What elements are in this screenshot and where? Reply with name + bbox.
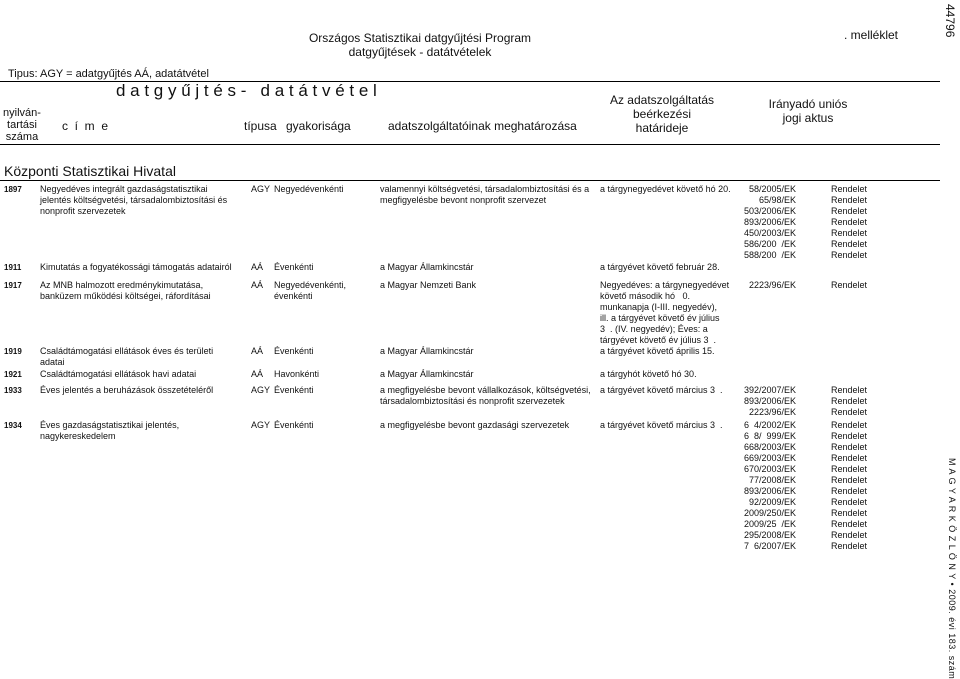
- provider-line: a Magyar Államkincstár: [380, 346, 474, 356]
- melleklet-label: . melléklet: [844, 28, 899, 42]
- col-cime: c í m e: [62, 119, 109, 133]
- deadline-line: a tárgyévet követő április 15.: [600, 346, 715, 356]
- section-title: Központi Statisztikai Hivatal: [4, 163, 176, 179]
- freq-line: Évenkénti: [274, 420, 314, 430]
- big-heading: d a t g y ű j t é s - d a t á t v é t e l: [116, 81, 377, 100]
- tipus-label: Tipus:: [8, 68, 38, 80]
- row-frequency: [274, 369, 319, 380]
- title-line: jelentés költségvetési, társadalombiztosítási és: [40, 195, 228, 205]
- row-number: 1934: [4, 421, 22, 430]
- row-type: AÁ: [251, 262, 264, 272]
- deadline-line: a tárgyévet követő február 28.: [600, 262, 720, 272]
- acts-line: 92/2009/EK: [748, 497, 796, 507]
- row-type: AÁ: [251, 280, 264, 290]
- row-frequency: [274, 420, 314, 431]
- row-deadline: [600, 346, 715, 357]
- kinds-line: Rendelet: [831, 228, 868, 238]
- acts-line: 6 8/ 999/EK: [743, 431, 796, 441]
- row-provider: [380, 385, 591, 407]
- row-title: [40, 420, 179, 442]
- title-line: Éves gazdaságstatisztikai jelentés,: [40, 420, 180, 430]
- title-line: Negyedéves integrált gazdaságstatisztikai: [40, 184, 208, 194]
- title-line: Családtámogatási ellátások havi adatai: [40, 369, 197, 379]
- row-legal-acts: [706, 184, 796, 261]
- row-deadline: [600, 385, 723, 396]
- col-hatarido: Az adatszolgáltatás beérkezési határideje: [609, 93, 715, 135]
- row-frequency: [274, 262, 314, 273]
- kinds-line: Rendelet: [831, 250, 868, 260]
- acts-line: 2009/25 /EK: [743, 519, 796, 529]
- deadline-line: a tárgyévet követő március 3 .: [600, 420, 723, 430]
- col-iranyado: Irányadó uniós jogi aktus: [768, 97, 848, 125]
- kinds-line: Rendelet: [831, 206, 868, 216]
- col-nyilvantartasi: nyilván- tartási száma: [3, 107, 41, 143]
- row-legal-acts: [706, 280, 796, 291]
- row-provider: [380, 420, 569, 431]
- title-line: Éves jelentés a beruházások összetételéről: [40, 385, 214, 395]
- provider-line: a Magyar Államkincstár: [380, 262, 474, 272]
- acts-line: 503/2006/EK: [743, 206, 796, 216]
- row-legal-kinds: [831, 420, 867, 552]
- kinds-line: Rendelet: [831, 497, 868, 507]
- acts-line: 588/200 /EK: [743, 250, 796, 260]
- kinds-line: Rendelet: [831, 453, 868, 463]
- acts-line: 7 6/2007/EK: [743, 541, 796, 551]
- freq-line: Havonkénti: [274, 369, 320, 379]
- kinds-line: Rendelet: [831, 280, 868, 290]
- row-provider: [380, 184, 589, 206]
- freq-line: Évenkénti: [274, 346, 314, 356]
- title-line: nagykereskedelem: [40, 431, 116, 441]
- acts-line: 65/98/EK: [758, 195, 796, 205]
- row-number: 1919: [4, 347, 22, 356]
- row-number: 1897: [4, 185, 22, 194]
- provider-line: megfigyelésbe bevont nonprofit szervezet: [380, 195, 547, 205]
- acts-line: 668/2003/EK: [743, 442, 796, 452]
- deadline-line: a tárgyhót követő hó 30.: [600, 369, 697, 379]
- row-title: [40, 346, 213, 368]
- title-line: banküzem működési költségei, ráfordításai: [40, 291, 211, 301]
- title-line: Kimutatás a fogyatékossági támogatás adatairól: [40, 262, 232, 272]
- kinds-line: Rendelet: [831, 195, 868, 205]
- program-title-line1: Országos Statisztikai datgyűjtési Program: [308, 31, 532, 45]
- provider-line: valamennyi költségvetési, társadalombiztosítási és a: [380, 184, 590, 194]
- freq-line: Negyedévenkénti,: [274, 280, 347, 290]
- acts-line: 2009/250/EK: [743, 508, 796, 518]
- acts-line: 6 4/2002/EK: [743, 420, 796, 430]
- row-legal-acts: [706, 420, 796, 552]
- acts-line: 392/2007/EK: [743, 385, 796, 395]
- acts-line: 893/2006/EK: [743, 217, 796, 227]
- row-title: [40, 385, 213, 396]
- page-number: 44796: [943, 4, 957, 38]
- deadline-line: tárgyévet követő év július 3 .: [600, 335, 717, 345]
- row-number: 1917: [4, 281, 22, 290]
- row-type: AGY: [251, 420, 271, 430]
- kinds-line: Rendelet: [831, 541, 868, 551]
- deadline-line: Negyedéves: a tárgynegyedévet: [600, 280, 730, 290]
- acts-line: 893/2006/EK: [743, 486, 796, 496]
- row-provider: [380, 346, 474, 357]
- col-gyakorisaga: gyakorisága: [286, 119, 351, 133]
- deadline-line: a tárgyévet követő március 3 .: [600, 385, 723, 395]
- row-legal-kinds: [831, 280, 867, 291]
- title-line: adatai: [40, 357, 65, 367]
- divider-header: [0, 144, 940, 145]
- kinds-line: Rendelet: [831, 407, 868, 417]
- title-line: nonprofit szervezetek: [40, 206, 126, 216]
- kinds-line: Rendelet: [831, 442, 868, 452]
- provider-line: a Magyar Államkincstár: [380, 369, 474, 379]
- kinds-line: Rendelet: [831, 420, 868, 430]
- row-type: AÁ: [251, 346, 264, 356]
- kinds-line: Rendelet: [831, 217, 868, 227]
- tipus-value: AGY = adatgyűjtés AÁ, adatátvétel: [40, 68, 209, 80]
- row-provider: [380, 369, 474, 380]
- deadline-line: követő második hó 0.: [600, 291, 691, 301]
- acts-line: 2223/96/EK: [748, 280, 796, 290]
- deadline-line: 3 . (IV. negyedév); Éves: a: [600, 324, 708, 334]
- row-title: [40, 280, 211, 302]
- row-frequency: [274, 346, 314, 357]
- deadline-line: ill. a tárgyévet követő év július: [600, 313, 720, 323]
- acts-line: 669/2003/EK: [743, 453, 796, 463]
- acts-line: 2223/96/EK: [748, 407, 796, 417]
- col-adatszolgaltatoinak: adatszolgáltatóinak meghatározása: [388, 119, 577, 133]
- kinds-line: Rendelet: [831, 396, 868, 406]
- journal-side-label: M A G Y A R K Ö Z L Ö N Y • 2009. évi 183. szám: [947, 458, 957, 679]
- provider-line: a megfigyelésbe bevont gazdasági szervezetek: [380, 420, 570, 430]
- acts-line: 450/2003/EK: [743, 228, 796, 238]
- kinds-line: Rendelet: [831, 431, 868, 441]
- row-legal-kinds: [831, 184, 867, 261]
- acts-line: 295/2008/EK: [743, 530, 796, 540]
- acts-line: 670/2003/EK: [743, 464, 796, 474]
- kinds-line: Rendelet: [831, 464, 868, 474]
- program-title: [270, 31, 570, 59]
- title-line: Az MNB halmozott eredménykimutatása,: [40, 280, 204, 290]
- kinds-line: Rendelet: [831, 519, 868, 529]
- deadline-line: munkanapja (I-III. negyedév),: [600, 302, 718, 312]
- row-number: 1911: [4, 263, 22, 272]
- row-title: [40, 369, 196, 380]
- kinds-line: Rendelet: [831, 184, 868, 194]
- freq-line: évenkénti: [274, 291, 313, 301]
- row-number: 1921: [4, 370, 22, 379]
- freq-line: Évenkénti: [274, 262, 314, 272]
- row-legal-kinds: [831, 385, 867, 418]
- provider-line: társadalombiztosítási és nonprofit szervezetek: [380, 396, 565, 406]
- row-number: 1933: [4, 386, 22, 395]
- row-type: AGY: [251, 184, 271, 194]
- provider-line: a megfigyelésbe bevont vállalkozások, költségvetési,: [380, 385, 591, 395]
- row-legal-acts: [706, 385, 796, 418]
- row-deadline: [600, 369, 697, 380]
- kinds-line: Rendelet: [831, 475, 868, 485]
- program-title-line2: datgyűjtések - datátvételek: [348, 45, 492, 59]
- kinds-line: Rendelet: [831, 239, 868, 249]
- row-type: AGY: [251, 385, 271, 395]
- kinds-line: Rendelet: [831, 486, 868, 496]
- deadline-line: a tárgynegyedévet követő hó 20.: [600, 184, 731, 194]
- acts-line: 58/2005/EK: [748, 184, 796, 194]
- provider-line: a Magyar Nemzeti Bank: [380, 280, 477, 290]
- row-deadline: [600, 262, 720, 273]
- row-provider: [380, 262, 474, 273]
- row-frequency: [274, 385, 314, 396]
- col-tipusa: típusa: [244, 119, 277, 133]
- title-line: Családtámogatási ellátások éves és területi: [40, 346, 214, 356]
- row-type: AÁ: [251, 369, 264, 379]
- kinds-line: Rendelet: [831, 385, 868, 395]
- kinds-line: Rendelet: [831, 530, 868, 540]
- kinds-line: Rendelet: [831, 508, 868, 518]
- row-provider: [380, 280, 476, 291]
- freq-line: Negyedévenkénti: [274, 184, 344, 194]
- row-title: [40, 262, 232, 273]
- freq-line: Évenkénti: [274, 385, 314, 395]
- acts-line: 893/2006/EK: [743, 396, 796, 406]
- divider-section: [0, 180, 940, 181]
- acts-line: 77/2008/EK: [748, 475, 796, 485]
- row-frequency: [274, 184, 344, 195]
- row-deadline: [600, 420, 723, 431]
- acts-line: 586/200 /EK: [743, 239, 796, 249]
- row-frequency: [274, 280, 346, 302]
- row-title: [40, 184, 227, 217]
